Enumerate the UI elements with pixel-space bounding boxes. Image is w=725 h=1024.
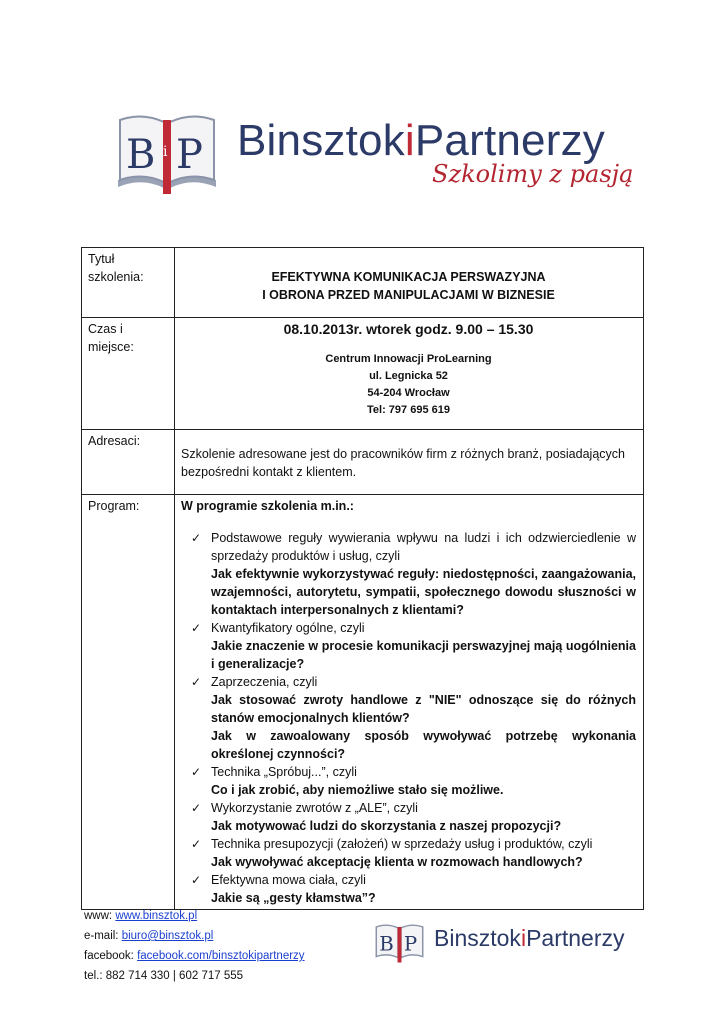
- check-mark-icon: ✓: [191, 765, 202, 779]
- program-item-text: Efektywna mowa ciała, czyli: [211, 873, 366, 887]
- program-item-question: Jak efektywnie wykorzystywać reguły: niedostępności, zaangażowania, wzajemności, autorytetu, sympatii, społecznego dowodu słuszności w kontaktach interpersonalnych z klientami?: [211, 567, 636, 617]
- footer-www: [84, 906, 305, 926]
- program-list: [181, 529, 636, 907]
- footer-logo: [372, 922, 652, 964]
- venue-street: ul. Legnicka 52: [369, 370, 448, 382]
- program-item-question: Co i jak zrobić, aby niemożliwe stało się możliwe.: [211, 783, 504, 797]
- www-label: www:: [84, 910, 116, 922]
- svg-text:P: P: [176, 132, 203, 178]
- title-value: [175, 248, 644, 318]
- brand-small-part2: Partnerzy: [526, 925, 625, 951]
- check-mark-icon: ✓: [191, 531, 202, 545]
- program-item-question: Jak w zawoalowany sposób wywoływać potrzebę wykonania określonej czynności?: [211, 729, 636, 761]
- program-item-text: Technika presupozycji (założeń) w sprzedaży usług i produktów, czyli: [211, 837, 593, 851]
- program-item: [181, 619, 636, 673]
- program-item-question: Jakie są „gesty kłamstwa”?: [211, 891, 376, 905]
- title-line-1: EFEKTYWNA KOMUNIKACJA PERSWAZYJNA: [271, 270, 546, 284]
- program-item: [181, 763, 636, 799]
- program-item-question: Jak wywoływać akceptację klienta w rozmowach handlowych?: [211, 855, 583, 869]
- time-value: 08.10.2013r. wtorek godz. 9.00 – 15.30: [283, 321, 534, 337]
- program-item: [181, 529, 636, 619]
- footer-contacts: [84, 906, 305, 986]
- program-item-text: Technika „Spróbuj...”, czyli: [211, 765, 357, 779]
- brand-name-small: [434, 925, 625, 952]
- footer-email: [84, 926, 305, 946]
- svg-text:P: P: [403, 932, 418, 956]
- program-item-question: Jak stosować zwroty handlowe z "NIE" odnoszące się do różnych stanów emocjonalnych klientów?: [211, 693, 636, 725]
- footer-facebook: [84, 946, 305, 966]
- program-item-text: Wykorzystanie zwrotów z „ALE”, czyli: [211, 801, 418, 815]
- facebook-link[interactable]: facebook.com/binsztokipartnerzy: [137, 950, 305, 962]
- header-logo: [112, 110, 632, 195]
- program-intro: W programie szkolenia m.in.:: [181, 499, 354, 513]
- svg-text:B: B: [379, 932, 394, 956]
- program-item-text: Kwantyfikatory ogólne, czyli: [211, 621, 365, 635]
- program-item-question: Jakie znaczenie w procesie komunikacji perswazyjnej mają uogólnienia i generalizacje?: [211, 639, 636, 671]
- program-item: [181, 871, 636, 907]
- row-title: [82, 248, 644, 318]
- facebook-label: facebook:: [84, 950, 138, 962]
- brand-small-part1: Binsztok: [434, 925, 521, 951]
- title-line-2: I OBRONA PRZED MANIPULACJAMI W BIZNESIE: [262, 288, 555, 302]
- book-logo-icon: [112, 110, 222, 195]
- program-item: [181, 835, 636, 871]
- brand-part2: Partnerzy: [414, 116, 605, 165]
- program-item-question: Jak motywować ludzi do skorzystania z naszej propozycji?: [211, 819, 562, 833]
- brand-part1: Binsztok: [237, 116, 405, 165]
- program-cell: [175, 495, 644, 910]
- check-mark-icon: ✓: [191, 801, 202, 815]
- title-label: Tytuł szkolenia:: [82, 248, 175, 318]
- venue-name: Centrum Innowacji ProLearning: [325, 353, 492, 365]
- email-link[interactable]: biuro@binsztok.pl: [121, 930, 214, 942]
- venue-city: 54-204 Wrocław: [367, 387, 450, 399]
- row-addressees: [82, 430, 644, 495]
- training-info-table: [81, 247, 644, 910]
- check-mark-icon: ✓: [191, 675, 202, 689]
- time-label: Czas i miejsce:: [82, 318, 175, 430]
- brand-name: [237, 116, 605, 166]
- program-label: Program:: [82, 495, 175, 910]
- brand-i: i: [404, 116, 415, 165]
- brand-small-i: i: [520, 925, 527, 951]
- footer-phone: tel.: 882 714 330 | 602 717 555: [84, 970, 244, 982]
- www-link[interactable]: www.binsztok.pl: [115, 910, 198, 922]
- addr-label: Adresaci:: [82, 430, 175, 495]
- row-time-place: [82, 318, 644, 430]
- check-mark-icon: ✓: [191, 837, 202, 851]
- program-item: [181, 799, 636, 835]
- tagline: Szkolimy z pasją: [432, 160, 634, 188]
- email-label: e-mail:: [84, 930, 122, 942]
- addr-text: Szkolenie adresowane jest do pracowników firm z różnych branż, posiadających bezpośredni kontakt z klientem.: [181, 447, 625, 479]
- book-logo-small-icon: [372, 922, 427, 964]
- check-mark-icon: ✓: [191, 621, 202, 635]
- svg-text:B: B: [126, 132, 156, 178]
- check-mark-icon: ✓: [191, 873, 202, 887]
- program-item-text: Zaprzeczenia, czyli: [211, 675, 318, 689]
- svg-text:i: i: [163, 144, 168, 160]
- addr-cell: [175, 430, 644, 495]
- venue-phone: Tel: 797 695 619: [367, 404, 450, 416]
- row-program: [82, 495, 644, 910]
- program-item: [181, 673, 636, 763]
- venue-block: [181, 338, 636, 419]
- program-item-text: Podstawowe reguły wywierania wpływu na ludzi i ich odzwierciedlenie w sprzedaży produktów i usług, czyli: [211, 531, 636, 563]
- time-value-cell: [175, 318, 644, 430]
